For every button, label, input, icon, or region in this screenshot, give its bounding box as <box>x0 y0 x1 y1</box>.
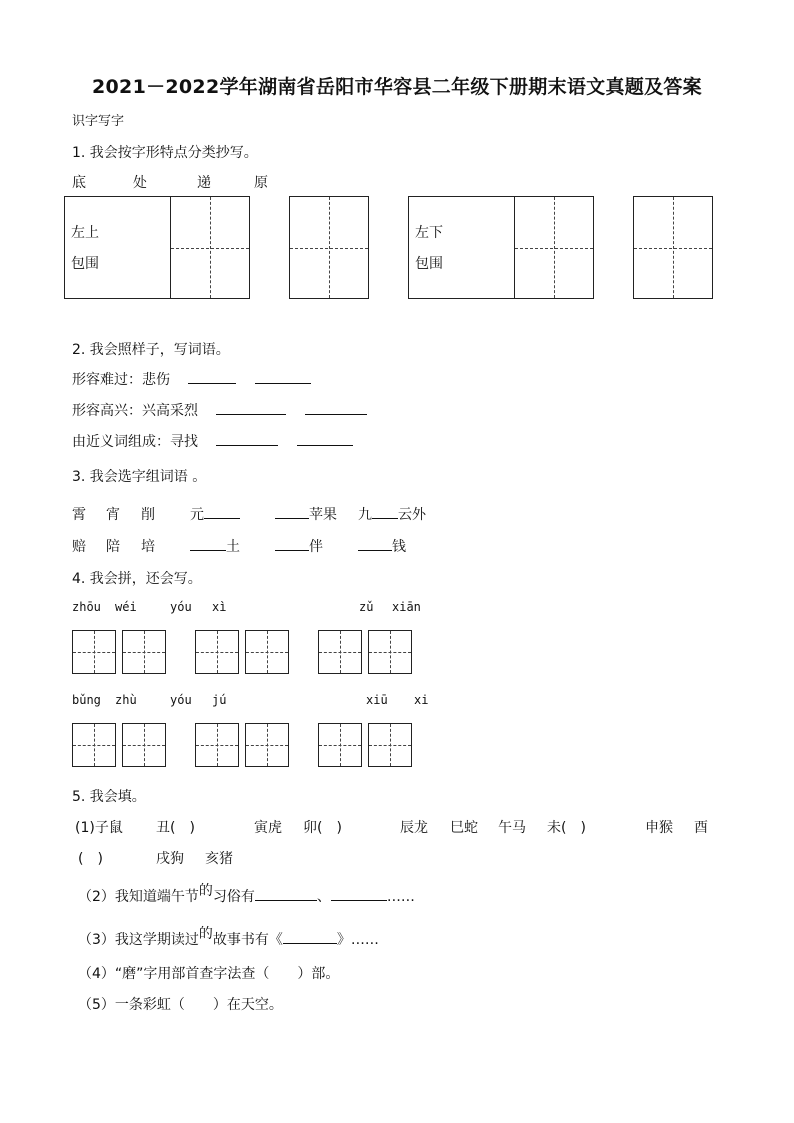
q3-char: 宵 <box>106 507 120 523</box>
q5-item-2-de: 的 <box>198 883 213 899</box>
writing-grid-cell[interactable] <box>195 723 239 767</box>
answer-blank[interactable] <box>275 536 309 551</box>
writing-grid-cell[interactable] <box>195 630 239 674</box>
q5-item-3-text-b: 故事书有《 <box>212 932 283 948</box>
q5-item-3 <box>78 926 379 949</box>
q5-item-2-text: （2）我知道端午节 <box>78 889 199 905</box>
q1-char-3: 递 <box>197 175 211 191</box>
zodiac-item: 寅虎 <box>254 820 282 836</box>
question-2-stem: 2. 我会照样子，写词语。 <box>72 342 230 358</box>
answer-blank[interactable] <box>216 400 286 415</box>
q2-line-2 <box>72 400 367 420</box>
q1-box2-label-2: 包围 <box>415 256 443 272</box>
zodiac-item: 丑( ) <box>156 820 195 836</box>
answer-blank[interactable] <box>188 369 236 384</box>
page-title: 2021－2022学年湖南省岳阳市华容县二年级下册期末语文真题及答案 <box>92 76 702 98</box>
pinyin: yóu <box>170 693 192 707</box>
writing-grid-cell[interactable] <box>122 723 166 767</box>
q1-box1-label-1: 左上 <box>71 225 99 241</box>
q3-item-text: 元 <box>190 507 204 523</box>
q3-item <box>358 536 406 556</box>
q5-item-3-text: （3）我这学期读过 <box>78 932 199 948</box>
pinyin: xì <box>212 600 227 614</box>
zodiac-item: (1)子鼠 <box>75 820 123 836</box>
q3-char: 陪 <box>106 539 120 555</box>
writing-grid-cell[interactable] <box>245 630 289 674</box>
writing-grid-cell[interactable] <box>72 630 116 674</box>
answer-blank[interactable] <box>216 431 278 446</box>
q2-line-1-text: 形容难过：悲伤 <box>72 372 170 388</box>
q3-item <box>190 536 240 556</box>
question-3-stem: 3. 我会选字组词语 。 <box>72 469 207 485</box>
q3-item <box>358 504 426 524</box>
q3-item-text: 土 <box>226 539 240 555</box>
pinyin: xi <box>414 693 429 707</box>
q5-item-4: （4）“磨”字用部首查字法查（ ）部。 <box>78 966 340 982</box>
answer-blank[interactable] <box>190 536 226 551</box>
question-1-stem: 1. 我会按字形特点分类抄写。 <box>72 145 258 161</box>
zodiac-item: 亥猪 <box>205 851 233 867</box>
q5-item-2-sep: 、 <box>316 889 331 905</box>
writing-grid-cell[interactable] <box>122 630 166 674</box>
answer-blank[interactable] <box>358 536 392 551</box>
q1-box2-label-1: 左下 <box>415 225 443 241</box>
writing-grid-cell[interactable] <box>72 723 116 767</box>
zodiac-item: 戌狗 <box>156 851 184 867</box>
q5-item-3-end: 》…… <box>336 932 379 948</box>
answer-blank[interactable] <box>331 886 387 901</box>
q5-item-2-text-b: 习俗有 <box>212 889 255 905</box>
writing-grid-cell[interactable] <box>318 723 362 767</box>
answer-blank[interactable] <box>255 369 311 384</box>
answer-blank[interactable] <box>204 504 240 519</box>
q3-item-text: 苹果 <box>309 507 337 523</box>
q3-item <box>190 504 240 524</box>
answer-blank[interactable] <box>372 504 398 519</box>
writing-grid-cell[interactable] <box>368 723 412 767</box>
q1-char-2: 处 <box>133 175 147 191</box>
q3-char: 削 <box>141 507 155 523</box>
section-heading: 识字写字 <box>72 114 125 129</box>
q5-item-2 <box>78 883 415 906</box>
zodiac-item: 辰龙 <box>400 820 428 836</box>
pinyin: bǔng <box>72 693 101 707</box>
q1-writing-grid[interactable] <box>514 196 594 299</box>
pinyin: jú <box>212 693 227 707</box>
q5-item-3-de: 的 <box>198 926 213 942</box>
q1-writing-grid[interactable] <box>170 196 250 299</box>
zodiac-item: 卯( ) <box>303 820 342 836</box>
question-5-stem: 5. 我会填。 <box>72 789 146 805</box>
q1-writing-grid[interactable] <box>289 196 369 299</box>
pinyin: zhù <box>115 693 137 707</box>
q3-item-text: 钱 <box>392 539 406 555</box>
zodiac-item: 酉 <box>694 820 708 836</box>
pinyin: xiān <box>392 600 421 614</box>
q1-box1-label-2: 包围 <box>71 256 99 272</box>
q2-line-3-text: 由近义词组成：寻找 <box>72 434 198 450</box>
q1-writing-grid[interactable] <box>633 196 713 299</box>
q5-item-2-end: …… <box>386 889 415 905</box>
answer-blank[interactable] <box>305 400 367 415</box>
zodiac-item: 申猴 <box>645 820 673 836</box>
answer-blank[interactable] <box>283 929 337 944</box>
pinyin: wéi <box>115 600 137 614</box>
q3-item <box>275 536 323 556</box>
pinyin: yóu <box>170 600 192 614</box>
pinyin: zǔ <box>359 600 374 614</box>
pinyin: xiū <box>366 693 388 707</box>
q3-char: 霄 <box>72 507 86 523</box>
zodiac-item: 巳蛇 <box>450 820 478 836</box>
q5-item-5: （5）一条彩虹（ ）在天空。 <box>78 997 283 1013</box>
q2-line-2-text: 形容高兴：兴高采烈 <box>72 403 198 419</box>
answer-blank[interactable] <box>255 886 317 901</box>
question-4-stem: 4. 我会拼，还会写。 <box>72 571 202 587</box>
q1-char-4: 原 <box>254 175 268 191</box>
zodiac-item: ( ) <box>78 851 103 867</box>
writing-grid-cell[interactable] <box>245 723 289 767</box>
q3-item-text: 云外 <box>398 507 426 523</box>
answer-blank[interactable] <box>275 504 309 519</box>
q2-line-3 <box>72 431 353 451</box>
q3-char: 培 <box>141 539 155 555</box>
zodiac-item: 午马 <box>498 820 526 836</box>
q3-item <box>275 504 337 524</box>
q3-char: 赔 <box>72 539 86 555</box>
writing-grid-cell[interactable] <box>318 630 362 674</box>
q1-char-1: 底 <box>72 175 86 191</box>
writing-grid-cell[interactable] <box>368 630 412 674</box>
q3-item-text: 伴 <box>309 539 323 555</box>
pinyin: zhōu <box>72 600 101 614</box>
q2-line-1 <box>72 369 311 389</box>
q3-item-text: 九 <box>358 507 372 523</box>
zodiac-item: 未( ) <box>547 820 586 836</box>
answer-blank[interactable] <box>297 431 353 446</box>
